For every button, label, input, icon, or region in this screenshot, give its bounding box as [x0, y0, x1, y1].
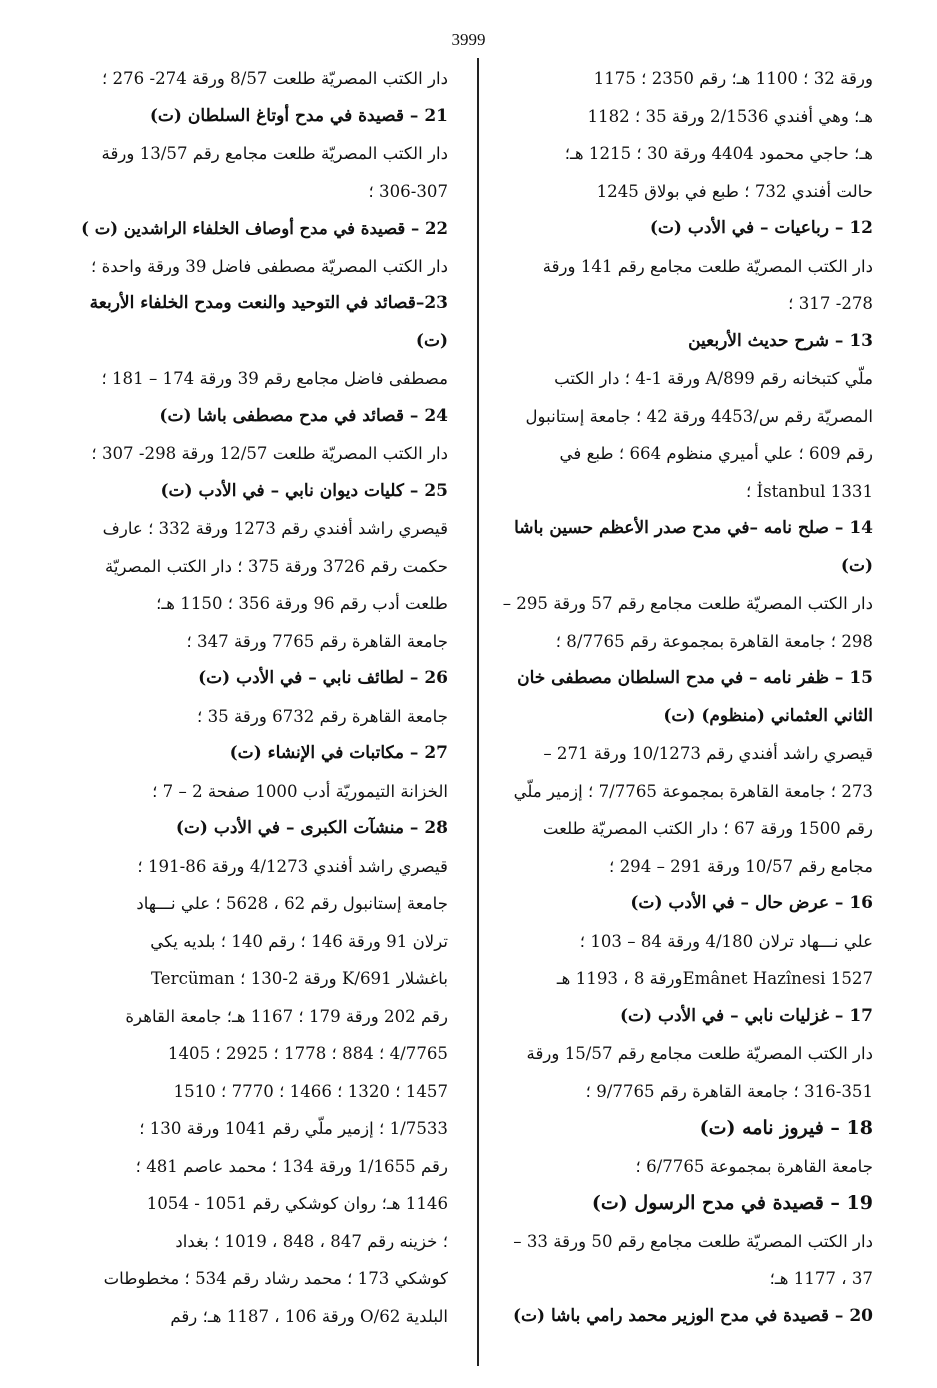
entry-text-line: علي نـــهاد ترلان 4/180 ورقة 84 – 103 ؛ — [579, 931, 873, 951]
entry-text-line: الخزانة التيموريّة أدب 1000 صفحة 2 – 7 ؛ — [152, 781, 448, 801]
entry-text-line: قيصري راشد أفندي رقم 1273 ورقة 332 ؛ عارف — [102, 519, 448, 538]
entry-heading: 17 – غزليات نابي – في الأدب (ت) — [619, 1005, 873, 1026]
entry-text-line: ورقة 32 ؛ 1100 هـ؛ رقم 2350 ؛ 1175 — [593, 69, 873, 88]
entry-heading: 13 – شرح حديث الأربعين — [688, 330, 873, 351]
entry-heading: 27 – مكاتبات في الإنشاء (ت) — [229, 743, 448, 763]
entry-text-line: مصطفى فاضل مجامع رقم 39 ورقة 174 – 181 ؛ — [101, 369, 448, 388]
entry-heading: 12 – رباعيات – في الأدب (ت) — [649, 218, 873, 238]
entry-text-line: جامعة القاهرة رقم 7765 ورقة 347 ؛ — [186, 631, 448, 651]
entry-text-line: رقم 202 ورقة 179 ؛ 1167 هـ؛ جامعة القاهرة — [125, 1006, 448, 1026]
entry-heading: 24 – قصائد في مدح مصطفى باشا (ت) — [159, 405, 448, 426]
entry-text-line: ملّي كتبخانه رقم 899/A ورقة 1-4 ؛ دار الكتب — [554, 369, 873, 388]
entry-heading: 19 – قصيدة في مدح الرسول (ت) — [591, 1192, 873, 1214]
entry-heading: الثاني العثماني (منظوم) (ت) — [663, 705, 873, 726]
entry-heading: 20 – قصيدة في مدح الوزير محمد رامي باشا (ت) — [512, 1305, 873, 1326]
entry-text-line: 298 ؛ جامعة القاهرة بمجموعة رقم 8/7765 ؛ — [555, 631, 873, 651]
entry-text-line: 316-351 ؛ جامعة القاهرة رقم 9/7765 ؛ — [585, 1081, 873, 1101]
entry-text-line: هـ؛ وهي أفندي 2/1536 ورقة 35 ؛ 1182 — [587, 106, 873, 126]
entry-text-line: دار الكتب المصريّة طلعت 12/57 ورقة 298- 307 ؛ — [91, 444, 448, 463]
entry-text-line: دار الكتب المصريّة طلعت 8/57 ورقة 274- 276 ؛ — [101, 69, 448, 88]
entry-text-line: 1527 Emânet Hazînesiورقة 8 ، 1193 هـ — [556, 969, 873, 988]
entry-text-line: البلدية 62/O ورقة 106 ، 1187 هـ؛ رقم — [170, 1306, 448, 1326]
entry-text-line: قيصري راشد أفندي رقم 10/1273 ورقة 271 – — [543, 744, 873, 763]
entry-text-line: حالت أفندي 732 ؛ طبع في بولاق 1245 — [596, 181, 873, 201]
entry-text-line: قيصري راشد أفندي 4/1273 ورقة 86-191 ؛ — [137, 856, 448, 876]
entry-text-line: 1146 هـ؛ روان كوشكي رقم 1051 - 1054 — [146, 1194, 448, 1213]
entry-heading: 21 – قصيدة في مدح أوتاغ السلطان (ت) — [149, 105, 448, 126]
entry-heading: 26 – لطائف نابي – في الأدب (ت) — [198, 668, 448, 688]
entry-text-line: المصريّة رقم س/4453 ورقة 42 ؛ جامعة إستانبول — [525, 406, 873, 426]
entry-heading: 18 – فيروز نامه (ت) — [699, 1117, 873, 1139]
entry-heading: 28 – منشآت الكبرى – في الأدب (ت) — [175, 818, 448, 838]
entry-text-line: 1331 İstanbul ؛ — [745, 481, 873, 501]
entry-text-line: ؛ خزينه رقم 847 ، 848 ، 1019 ؛ بغداد — [175, 1231, 448, 1251]
page-number: 3999 — [451, 30, 486, 49]
entry-heading: (ت) — [415, 330, 448, 351]
entry-text-line: رقم 609 ؛ علي أميري منظوم 664 ؛ طبع في — [559, 444, 873, 463]
entry-text-line: كوشكي 173 ؛ محمد رشاد رقم 534 ؛ مخطوطات — [103, 1269, 448, 1288]
entry-text-line: دار الكتب المصريّة طلعت مجامع رقم 50 ورقة 33 – — [513, 1231, 873, 1251]
entry-text-line: حكمت رقم 3726 ورقة 375 ؛ دار الكتب المصريّة — [104, 556, 448, 576]
entry-text-line: مجامع رقم 10/57 ورقة 291 – 294 ؛ — [609, 856, 873, 876]
entry-text-line: دار الكتب المصريّة طلعت مجامع رقم 57 ورقة 295 – — [502, 594, 873, 613]
entry-text-line: جامعة القاهرة رقم 6732 ورقة 35 ؛ — [197, 706, 448, 726]
entry-text-line: 4/7765 ؛ 884 ؛ 1778 ؛ 2925 ؛ 1405 — [167, 1044, 448, 1063]
entry-text-line: 1457 ؛ 1320 ؛ 1466 ؛ 7770 ؛ 1510 — [173, 1081, 448, 1101]
column-divider — [477, 58, 479, 1366]
entry-text-line: دار الكتب المصريّة طلعت مجامع رقم 141 ورقة — [542, 256, 873, 276]
entry-text-line: جامعة إستانبول رقم 62 ، 5628 ؛ علي نـــهاد — [136, 894, 448, 913]
entry-text-line: 1/7533 ؛ إزمير ملّي رقم 1041 ورقة 130 ؛ — [139, 1119, 448, 1138]
entry-heading: (ت) — [840, 555, 873, 576]
entry-text-line: 273 ؛ جامعة القاهرة بمجموعة 7/7765 ؛ إزمير ملّي — [513, 781, 873, 801]
entry-text-line: ترلان 91 ورقة 146 ؛ رقم 140 ؛ بلديه يكي — [150, 931, 448, 951]
entry-text-line: دار الكتب المصريّة طلعت مجامع رقم 15/57 ورقة — [526, 1044, 873, 1063]
right-column — [497, 60, 873, 1335]
entry-heading: 23–قصائد في التوحيد والنعت ومدح الخلفاء الأربعة — [89, 293, 448, 313]
entry-text-line: باغشلار 691/K ورقة 2-130 ؛ Tercüman — [151, 969, 448, 988]
entry-heading: 22 – قصيدة في مدح أوصاف الخلفاء الراشدين (ت ) — [81, 219, 448, 238]
entry-heading: 14 – صلح نامه –في مدح صدر الأعظم حسين باشا — [514, 518, 873, 538]
entry-text-line: هـ؛ حاجي محمود 4404 ورقة 30 ؛ 1215 هـ؛ — [564, 144, 873, 163]
entry-text-line: جامعة القاهرة بمجموعة 6/7765 ؛ — [635, 1156, 873, 1176]
entry-text-line: دار الكتب المصريّة مصطفى فاضل 39 ورقة واحدة ؛ — [91, 256, 448, 276]
entry-text-line: 37 ، 1177 هـ؛ — [769, 1269, 873, 1288]
entry-text-line: رقم 1500 ورقة 67 ؛ دار الكتب المصريّة طلعت — [542, 819, 873, 838]
entry-text-line: رقم 1/1655 ورقة 134 ؛ محمد عاصم 481 ؛ — [135, 1156, 448, 1176]
entry-text-line: دار الكتب المصريّة طلعت مجامع رقم 13/57 ورقة — [101, 144, 448, 163]
entry-text-line: 278- 317 ؛ — [788, 294, 873, 313]
entry-text-line: طلعت أدب رقم 96 ورقة 356 ؛ 1150 هـ؛ — [156, 594, 448, 613]
entry-heading: 25 – كليات ديوان نابي – في الأدب (ت) — [160, 480, 448, 501]
left-column — [72, 60, 448, 1335]
entry-text-line: 306-307 ؛ — [368, 181, 448, 201]
entry-heading: 15 – ظفر نامه – في مدح السلطان مصطفى خان — [517, 668, 873, 688]
entry-heading: 16 – عرض حال – في الأدب (ت) — [630, 893, 873, 913]
